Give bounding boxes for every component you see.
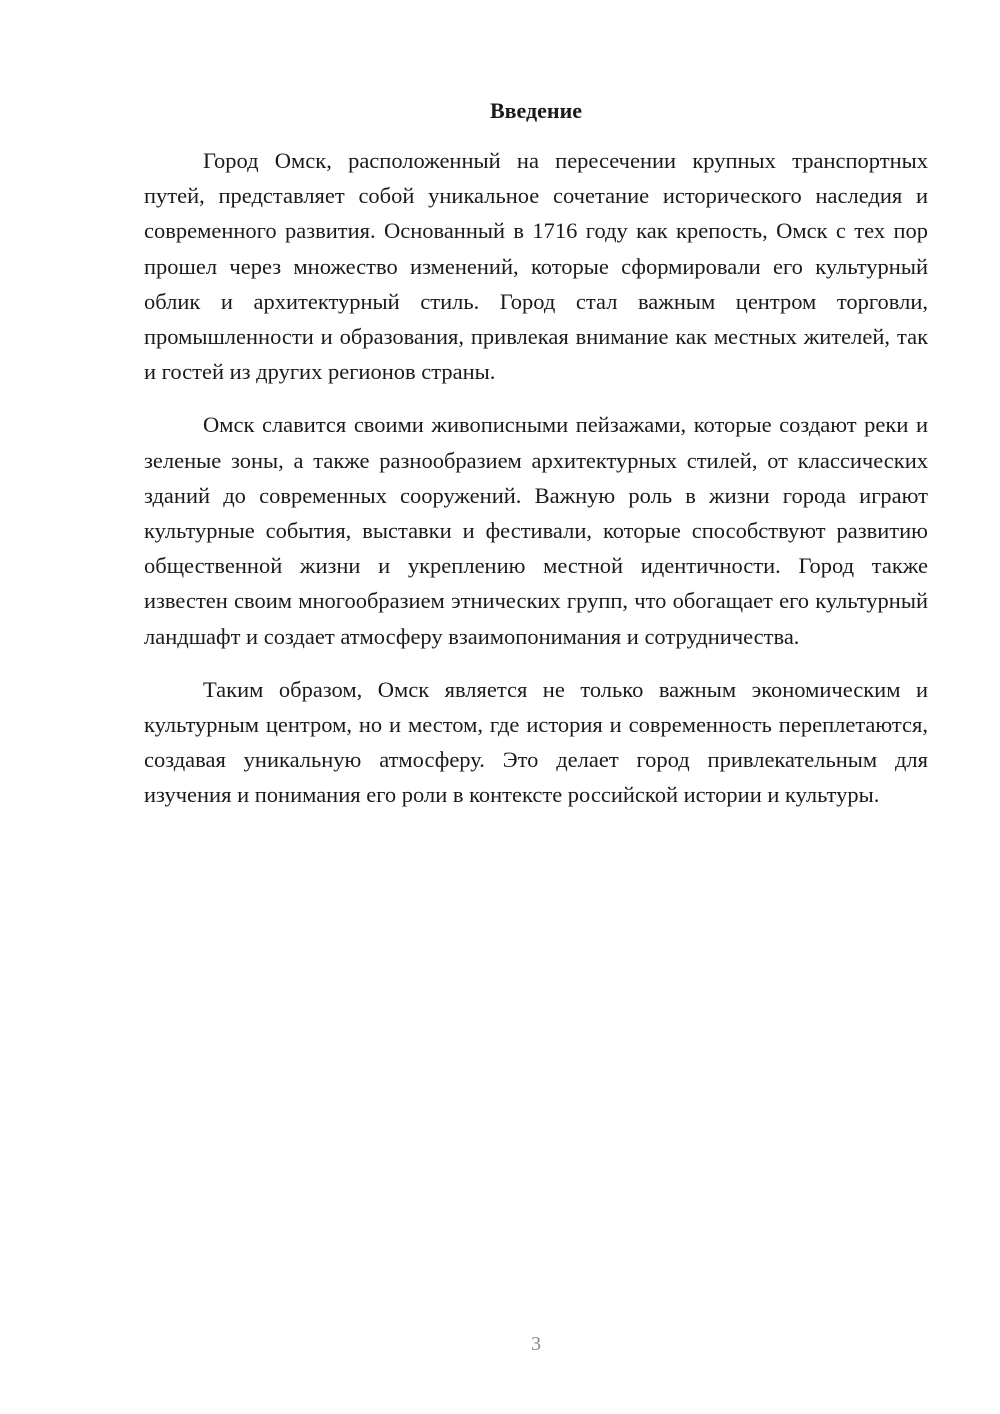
page-number: 3 bbox=[531, 1333, 541, 1355]
paragraph-2: Омск славится своими живописными пейзажами, которые создают реки и зеленые зоны, а также разнообразием архитектурных стилей, от классических зданий до современных сооружений. Важную роль в жизни города играют культурные события, выставки и фестивали, которые способствуют развитию общественной жизни и укреплению местной идентичности. Город также известен своим многообразием этнических групп, что обогащает его культурный ландшафт и создает атмосферу взаимопонимания и сотрудничества. bbox=[144, 412, 928, 649]
paragraph-3: Таким образом, Омск является не только важным экономическим и культурным центром, но и местом, где история и современность переплетаются, создавая уникальную атмосферу. Это делает город привлекательным для изучения и понимания его роли в контексте российской истории и культуры. bbox=[144, 676, 928, 808]
page-title: Введение bbox=[489, 98, 583, 123]
document-body bbox=[144, 143, 928, 831]
paragraph-1: Город Омск, расположенный на пересечении крупных транспортных путей, представляет собой уникальное сочетание исторического наследия и современного развития. Основанный в 1716 году как крепость, Омск с тех пор прошел через множество изменений, которые сформировали его культурный облик и архитектурный стиль. Город стал важным центром торговли, промышленности и образования, привлекая внимание как местных жителей, так и гостей из других регионов страны. bbox=[144, 148, 928, 385]
